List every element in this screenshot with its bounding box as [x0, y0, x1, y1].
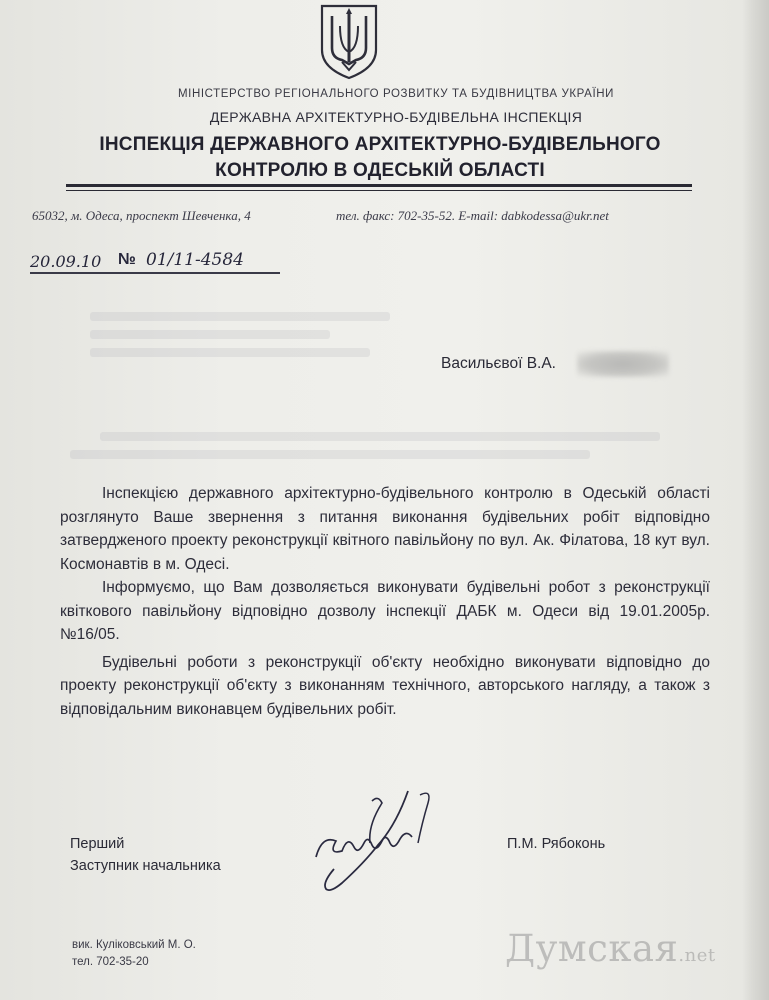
position-line-2: Заступник начальника — [70, 858, 221, 874]
header-divider-thin — [66, 190, 692, 191]
executor-name: вик. Куліковський М. О. — [72, 939, 196, 951]
office-address: 65032, м. Одеса, проспект Шевченка, 4 — [32, 208, 251, 223]
bleed-through-mark — [100, 432, 660, 441]
header-divider-thick — [66, 184, 692, 187]
page-fold-shadow — [742, 0, 769, 1000]
registration-number: 01/11-4584 — [146, 250, 244, 270]
office-contacts: тел. факс: 702-35-52. E-mail: dabkodessa@ukr.net — [336, 208, 609, 223]
registration-underline — [30, 272, 280, 274]
body-paragraph-3: Будівельні роботи з реконструкції об'єкту необхідно виконувати відповідно до проекту реконструкції об'єкту з виконанням технічного, авторського нагляду, а також з відповідальним виконавцем будівельних робіт. — [60, 653, 710, 718]
bleed-through-mark — [90, 312, 390, 321]
site-watermark — [505, 927, 716, 970]
ministry-name: МІНІСТЕРСТВО РЕГІОНАЛЬНОГО РОЗВИТКУ ТА БУДІВНИЦТВА УКРАЇНИ — [177, 88, 615, 100]
handwritten-signature-icon — [308, 785, 448, 900]
department-name: ДЕРЖАВНА АРХІТЕКТУРНО-БУДІВЕЛЬНА ІНСПЕКЦІЯ — [209, 109, 583, 125]
body-paragraph-1: Інспекцією державного архітектурно-будівельного контролю в Одеській області розглянуто Ваше звернення з питання виконання будівельних робіт відповідно затвердженого проекту реконструкції квітного павільйону по вул. Ак. Філатова, 18 кут вул. Космонавтів в м. Одесі. — [60, 485, 710, 573]
bleed-through-mark — [90, 348, 370, 357]
letter-body — [60, 482, 710, 721]
redacted-address-blur — [577, 351, 669, 377]
watermark-text: Думская — [505, 927, 679, 970]
registration-date: 20.09.10 — [30, 252, 102, 271]
organization-title-line1: ІНСПЕКЦІЯ ДЕРЖАВНОГО АРХІТЕКТУРНО-БУДІВЕЛЬНОГО — [99, 134, 661, 155]
bleed-through-mark — [90, 330, 330, 339]
trident-emblem-icon — [318, 2, 380, 80]
executor-info — [72, 937, 196, 971]
watermark-suffix: .net — [678, 945, 716, 966]
registration-number-label: № — [118, 251, 136, 268]
position-line-1: Перший — [70, 836, 125, 852]
bleed-through-mark — [70, 450, 590, 459]
organization-title-line2: КОНТРОЛЮ В ОДЕСЬКІЙ ОБЛАСТІ — [215, 160, 545, 181]
executor-phone: тел. 702-35-20 — [72, 956, 149, 968]
body-paragraph-2: Інформуємо, що Вам дозволяється виконувати будівельні робот з реконструкції квіткового павільйону відповідно дозволу інспекції ДАБК м. Одеси від 19.01.2005р. №16/05. — [60, 579, 710, 643]
addressee-name: Васильєвої В.А. — [441, 355, 556, 372]
signer-position — [70, 833, 221, 877]
signer-name: П.М. Рябоконь — [507, 836, 606, 852]
